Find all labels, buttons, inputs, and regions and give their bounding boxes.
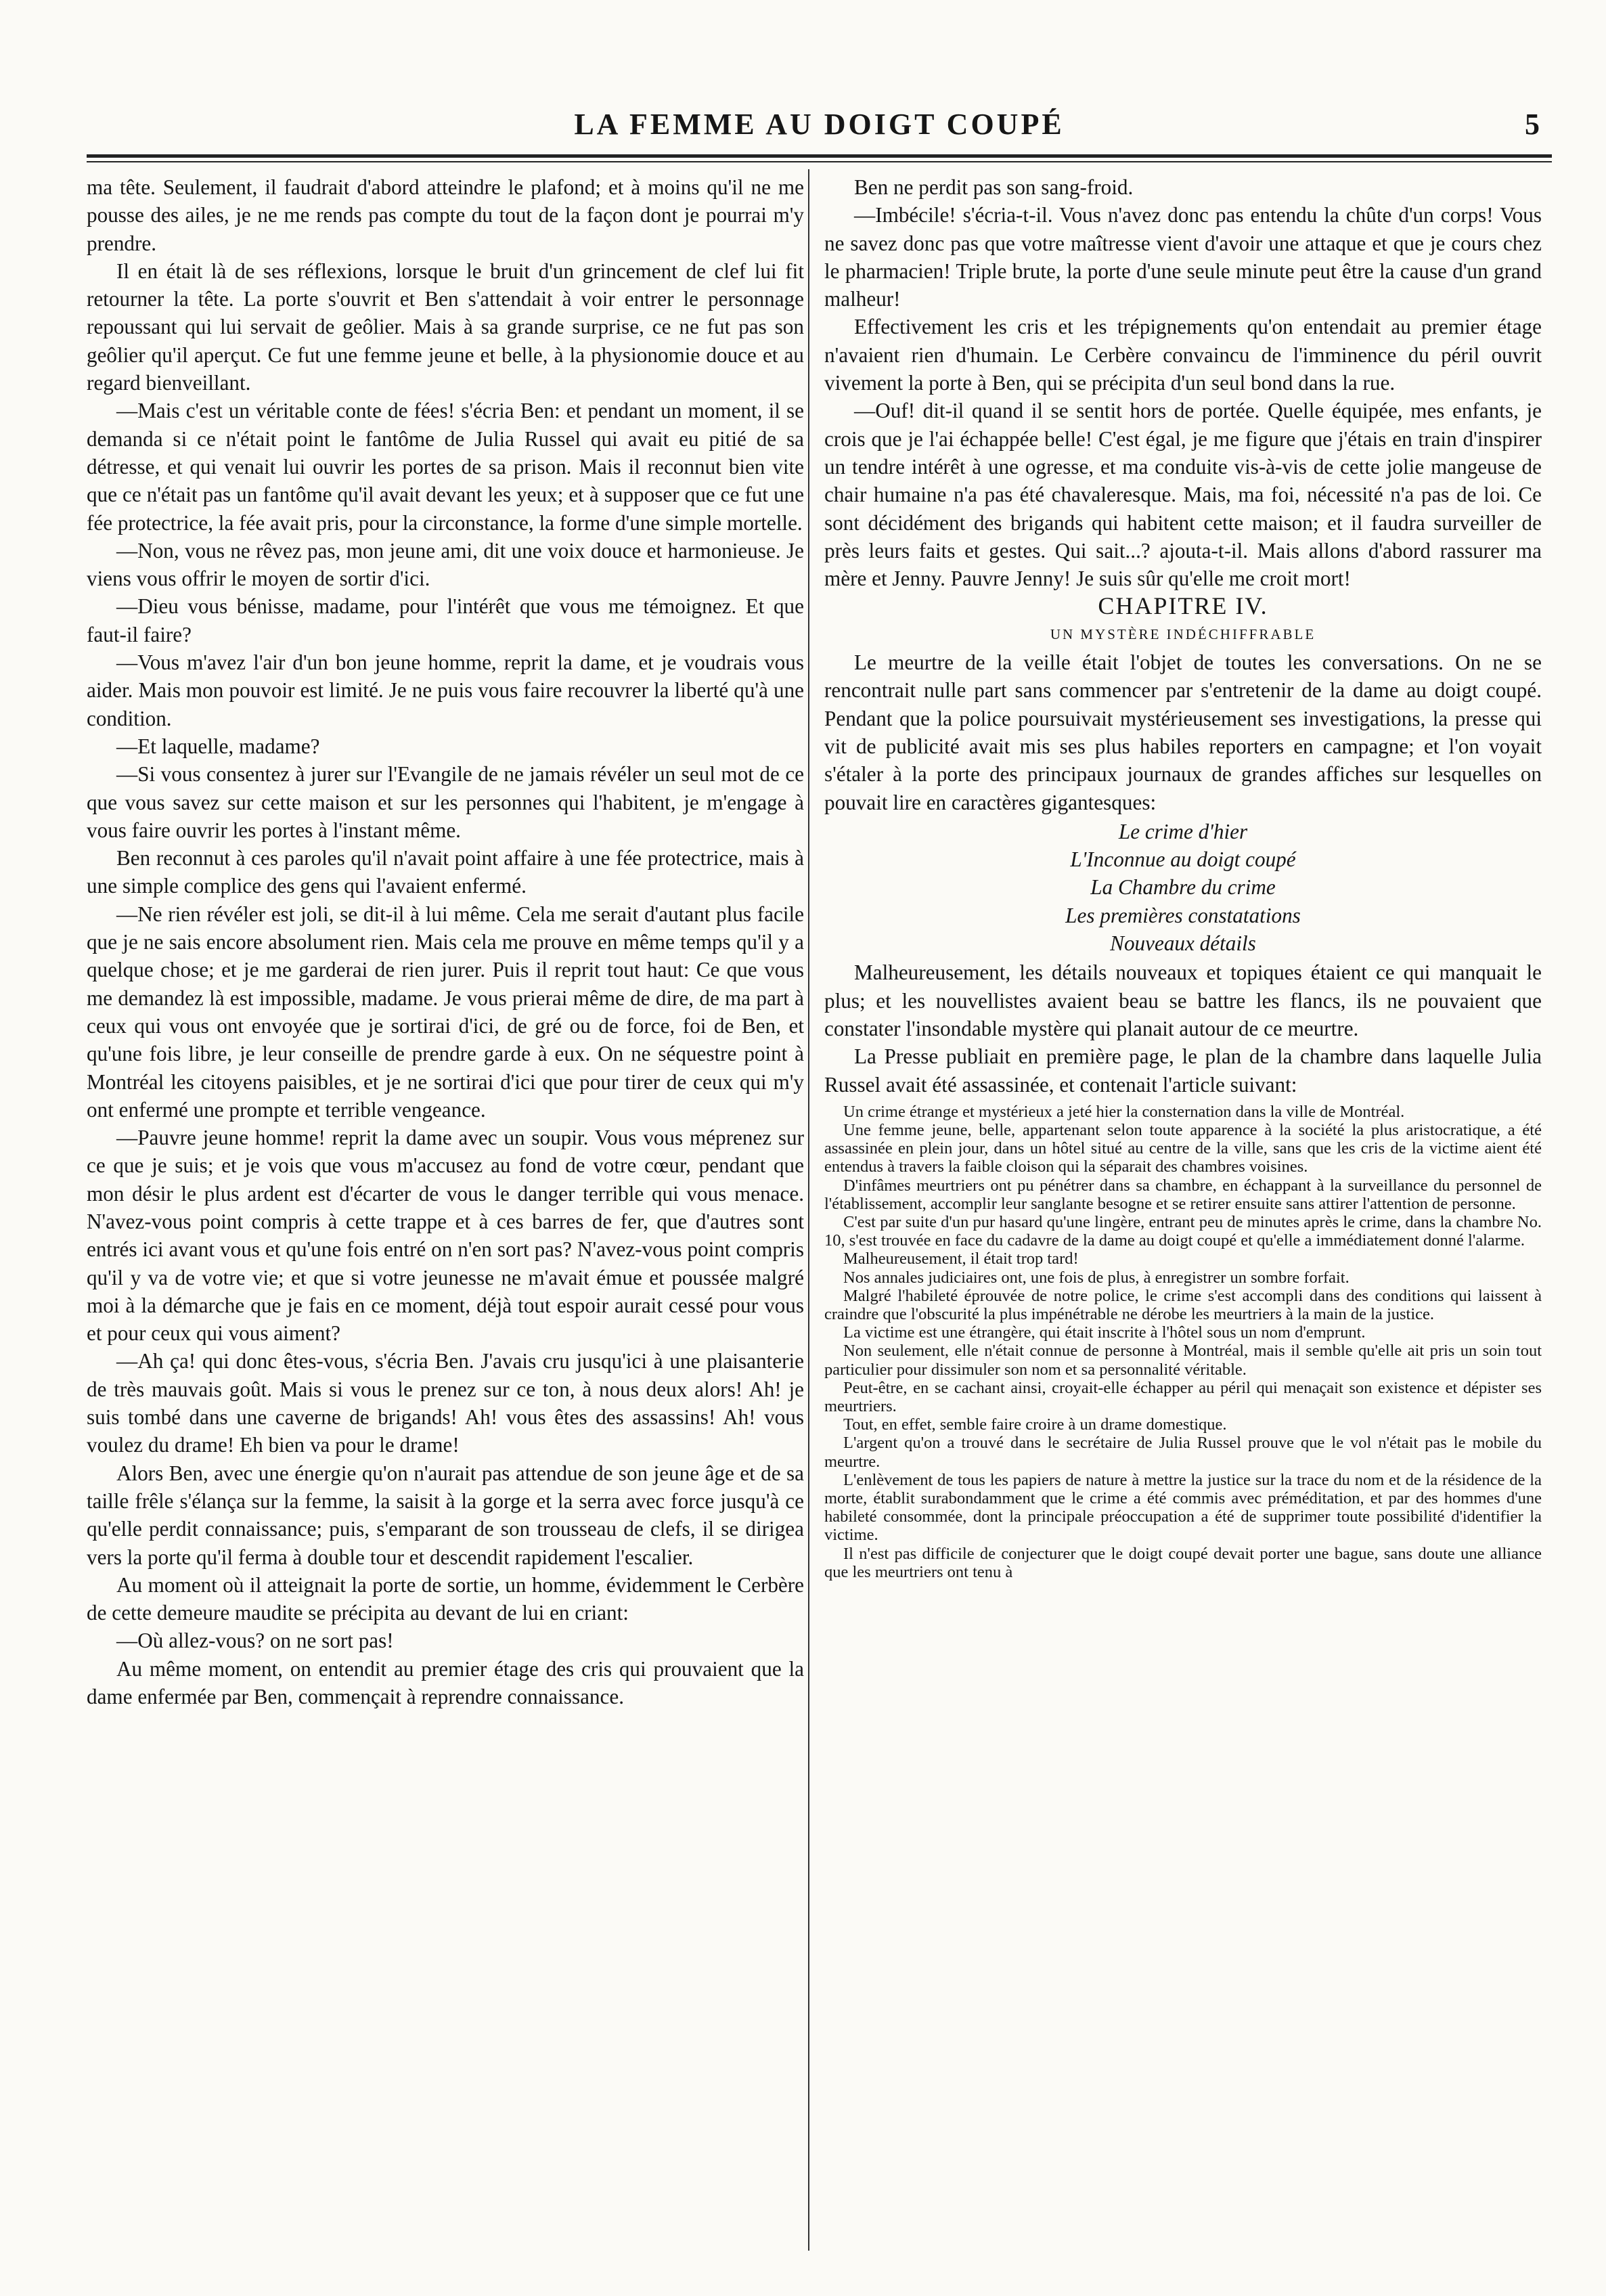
header-rule (87, 154, 1552, 158)
paragraph: Alors Ben, avec une énergie qu'on n'aurait pas attendue de son jeune âge et de sa taille frêle s'élança sur la femme, la saisit à la gorge et la serra avec force jusqu'à ce qu'elle perdit connaissance; puis, s'emparant de son trousseau de clefs, il se dirigea vers la porte qu'il ferma à double tour et descendit rapidement l'escalier. (87, 1461, 804, 1569)
paragraph: Au moment où il atteignait la porte de sortie, un homme, évidemment le Cerbère de cette demeure maudite se précipita au devant de lui en criant: (87, 1572, 804, 1625)
quoted-article (824, 1103, 1542, 1581)
article-paragraph: L'enlèvement de tous les papiers de nature à mettre la justice sur la trace du nom et de la résidence de la morte, établit surabondamment que le crime a été commis avec préméditation, et par des hommes d'une habileté consommée, dont la principale préoccupation a été de supprimer toute possibilité d'identifier la victime. (824, 1470, 1542, 1545)
article-paragraph: Il n'est pas difficile de conjecturer que le doigt coupé devait porter une bague, sans doute une alliance que les meurtriers ont tenu à (824, 1544, 1542, 1581)
paragraph: Ben ne perdit pas son sang-froid. (854, 175, 1134, 199)
article-paragraph: Malheureusement, il était trop tard! (843, 1250, 1079, 1268)
headline: La Chambre du crime (1090, 875, 1276, 900)
poster-headlines (824, 818, 1542, 957)
headline: L'Inconnue au doigt coupé (1070, 847, 1296, 872)
running-title: LA FEMME AU DOIGT COUPÉ (574, 108, 1065, 141)
article-paragraph: Peut-être, en se cachant ainsi, croyait-elle échapper au péril qui menaçait son existence et dépister ses meurtriers. (824, 1378, 1542, 1416)
page-header (87, 107, 1552, 150)
paragraph: —Pauvre jeune homme! reprit la dame avec un soupir. Vous vous méprenez sur ce que je suis; et je vois que vous m'accusez au fond de votre cœur, pendant que mon désir le plus ardent est d'écarter de vous le danger terrible qui vous menace. N'avez-vous point compris à cette trappe et à ces barres de fer, que d'autres sont entrés ici avant vous et qu'une fois entré on n'en sort pas? N'avez-vous point compris qu'il y va de votre vie; et que si votre jeunesse ne m'avait émue et poussée malgré moi à la démarche que je fais en ce moment, déjà tout espoir aurait cessé pour vous et pour ceux qui vous aiment? (87, 1126, 804, 1346)
chapter-title: CHAPITRE IV. (1098, 592, 1268, 620)
headline: Le crime d'hier (1118, 819, 1248, 843)
paragraph: —Non, vous ne rêvez pas, mon jeune ami, dit une voix douce et harmonieuse. Je viens vous offrir le moyen de sortir d'ici. (87, 538, 804, 591)
page-number: 5 (1525, 108, 1540, 141)
article-paragraph: Malgré l'habileté éprouvée de notre police, le crime s'est accompli dans des conditions qui laissent à craindre que l'obscurité la plus impénétrable ne dérobe les meurtriers à la main de la justice. (824, 1286, 1542, 1324)
article-paragraph: Un crime étrange et mystérieux a jeté hier la consternation dans la ville de Montréal. (843, 1102, 1405, 1121)
paragraph: —Ouf! dit-il quand il se sentit hors de portée. Quelle équipée, mes enfants, je crois que je l'ai échappée belle! C'est égal, je me figure que j'étais en train d'inspirer un tendre intérêt à une ogresse, et ma conduite vis-à-vis de cette jolie mangeuse de chair humaine n'a pas été chavaleresque. Mais, ma foi, nécessité n'a pas de loi. Ce sont décidément des brigands qui habitent cette maison; et il faudra surveiller de près leurs faits et gestes. Qui sait...? ajouta-t-il. Mais allons d'abord rassurer ma mère et Jenny. Pauvre Jenny! Je suis sûr qu'elle me croit mort! (824, 399, 1542, 591)
paragraph: ma tête. Seulement, il faudrait d'abord atteindre le plafond; et à moins qu'il ne me pousse des ailes, je ne me rends pas compte du tout de la façon dont je pourrai m'y prendre. (87, 175, 804, 255)
paragraph: —Où allez-vous? on ne sort pas! (116, 1629, 394, 1653)
paragraph: —Vous m'avez l'air d'un bon jeune homme, reprit la dame, et je voudrais vous aider. Mais mon pouvoir est limité. Je ne puis vous faire recouvrer la liberté qu'à une condition. (87, 650, 804, 730)
paragraph: —Imbécile! s'écria-t-il. Vous n'avez donc pas entendu la chûte d'un corps! Vous ne savez donc pas que votre maîtresse vient d'avoir une attaque et que je cours chez le pharmacien! Triple brute, la porte d'une seule minute peut être la cause d'un grand malheur! (824, 203, 1542, 311)
paragraph: Il en était là de ses réflexions, lorsque le bruit d'un grincement de clef lui fit retourner la tête. La porte s'ouvrit et Ben s'attendait à voir entrer le personnage repoussant qui lui servait de geôlier. Mais à sa grande surprise, ce ne fut pas son geôlier qu'il aperçut. Ce fut une femme jeune et belle, à la physionomie douce et au regard bienveillant. (87, 259, 804, 395)
article-paragraph: La victime est une étrangère, qui était inscrite à l'hôtel sous un nom d'emprunt. (843, 1323, 1366, 1342)
chapter-subtitle: UN MYSTÈRE INDÉCHIFFRABLE (1050, 625, 1316, 642)
article-paragraph: L'argent qu'on a trouvé dans le secrétaire de Julia Russel prouve que le vol n'était pas le mobile du meurtre. (824, 1434, 1542, 1471)
article-paragraph: Nos annales judiciaires ont, une fois de plus, à enregistrer un sombre forfait. (843, 1268, 1350, 1287)
paragraph: —Dieu vous bénisse, madame, pour l'intérêt que vous me témoignez. Et que faut-il faire? (87, 594, 804, 646)
paragraph: —Ah ça! qui donc êtes-vous, s'écria Ben. J'avais cru jusqu'ici à une plaisanterie de très mauvais goût. Mais si vous le prenez sur ce ton, à nous deux alors! Ah! je suis tombé dans une caverne de brigands! Ah! vous êtes des assassins! Ah! vous voulez du drame! Eh bien va pour le drame! (87, 1349, 804, 1457)
paragraph: —Si vous consentez à jurer sur l'Evangile de ne jamais révéler un seul mot de ce que vous savez sur cette maison et sur les personnes qui l'habitent, je m'engage à vous faire ouvrir les portes à l'instant même. (87, 762, 804, 842)
article-paragraph: D'infâmes meurtriers ont pu pénétrer dans sa chambre, en échappant à la surveillance du personnel de l'établissement, accomplir leur sanglante besogne et se retirer ensuite sans attirer l'attention de personne. (824, 1176, 1542, 1213)
paragraph: —Mais c'est un véritable conte de fées! s'écria Ben: et pendant un moment, il se demanda si ce n'était point le fantôme de Julia Russel qui avait eu pitié de sa détresse, et qui venait lui ouvrir les portes de sa prison. Mais il reconnut bien vite que ce n'était pas un fantôme qu'il avait devant les yeux; et à supposer que ce fut une fée protectrice, la fée avait pris, pour la circonstance, la forme d'une simple mortelle. (87, 399, 804, 535)
header-rule-thin (87, 161, 1552, 162)
left-column (87, 173, 804, 2251)
paragraph: Malheureusement, les détails nouveaux et topiques étaient ce qui manquait le plus; et les nouvellistes avaient beau se battre les flancs, ils ne pouvaient que constater l'insondable mystère qui planait autour de ce meurtre. (824, 961, 1542, 1040)
right-column (824, 173, 1542, 2251)
paragraph: Ben reconnut à ces paroles qu'il n'avait point affaire à une fée protectrice, mais à une simple complice des gens qui l'avaient enfermé. (87, 846, 804, 898)
paragraph: Effectivement les cris et les trépignements qu'on entendait au premier étage n'avaient rien d'humain. Le Cerbère convaincu de l'imminence du péril ouvrit vivement la porte à Ben, qui se précipita d'un seul bond dans la rue. (824, 315, 1542, 395)
paragraph: La Presse publiait en première page, le plan de la chambre dans laquelle Julia Russel avait été assassinée, et contenait l'article suivant: (824, 1044, 1542, 1097)
article-paragraph: Tout, en effet, semble faire croire à un drame domestique. (843, 1415, 1227, 1434)
paragraph: Le meurtre de la veille était l'objet de toutes les conversations. On ne se rencontrait nulle part sans commencer par s'entretenir de la dame au doigt coupé. Pendant que la police poursuivait mystérieusement ses investigations, la presse qui vit de publicité avait mis ses plus habiles reporters en campagne; et l'on voyait s'étaler à la porte des principaux journaux de grandes affiches sur lesquelles on pouvait lire en caractères gigantesques: (824, 650, 1542, 814)
article-paragraph: Une femme jeune, belle, appartenant selon toute apparence à la société la plus aristocratique, a été assassinée en plein jour, dans un hôtel situé au centre de la ville, sans que les cris de la victime aient été entendus à travers la faible cloison qui la séparait des chambres voisines. (824, 1121, 1542, 1176)
column-divider (808, 169, 809, 2251)
article-paragraph: C'est par suite d'un pur hasard qu'une lingère, entrant peu de minutes après le crime, dans la chambre No. 10, s'est trouvée en face du cadavre de la dame au doigt coupé et qu'elle a immédiatement donné l'alarme. (824, 1213, 1542, 1250)
paragraph: —Et laquelle, madame? (116, 734, 320, 758)
article-paragraph: Non seulement, elle n'était connue de personne à Montréal, mais il semble qu'elle ait pris un soin tout particulier pour dissimuler son nom et sa personnalité véritable. (824, 1342, 1542, 1379)
headline: Les premières constatations (1065, 903, 1301, 927)
paragraph: —Ne rien révéler est joli, se dit-il à lui même. Cela me serait d'autant plus facile que je ne sais encore absolument rien. Mais cela me prouve en même temps qu'il y a quelque chose; et je me garderai de rien jurer. Puis il reprit tout haut: Ce que vous me demandez là est impossible, madame. Je vous prierai même de dire, de ma part à ceux qui vous ont envoyée que je sortirai d'ici, de gré ou de force, foi de Ben, et qu'une fois libre, je leur conseille de prendre garde à eux. On ne séquestre point à Montréal les citoyens paisibles, et je ne sortirai d'ici que pour tirer de ceux qui m'y ont enfermé une prompte et terrible vengeance. (87, 902, 804, 1122)
paragraph: Au même moment, on entendit au premier étage des cris qui prouvaient que la dame enfermée par Ben, commençait à reprendre connaissance. (87, 1656, 804, 1709)
headline: Nouveaux détails (1110, 931, 1256, 956)
